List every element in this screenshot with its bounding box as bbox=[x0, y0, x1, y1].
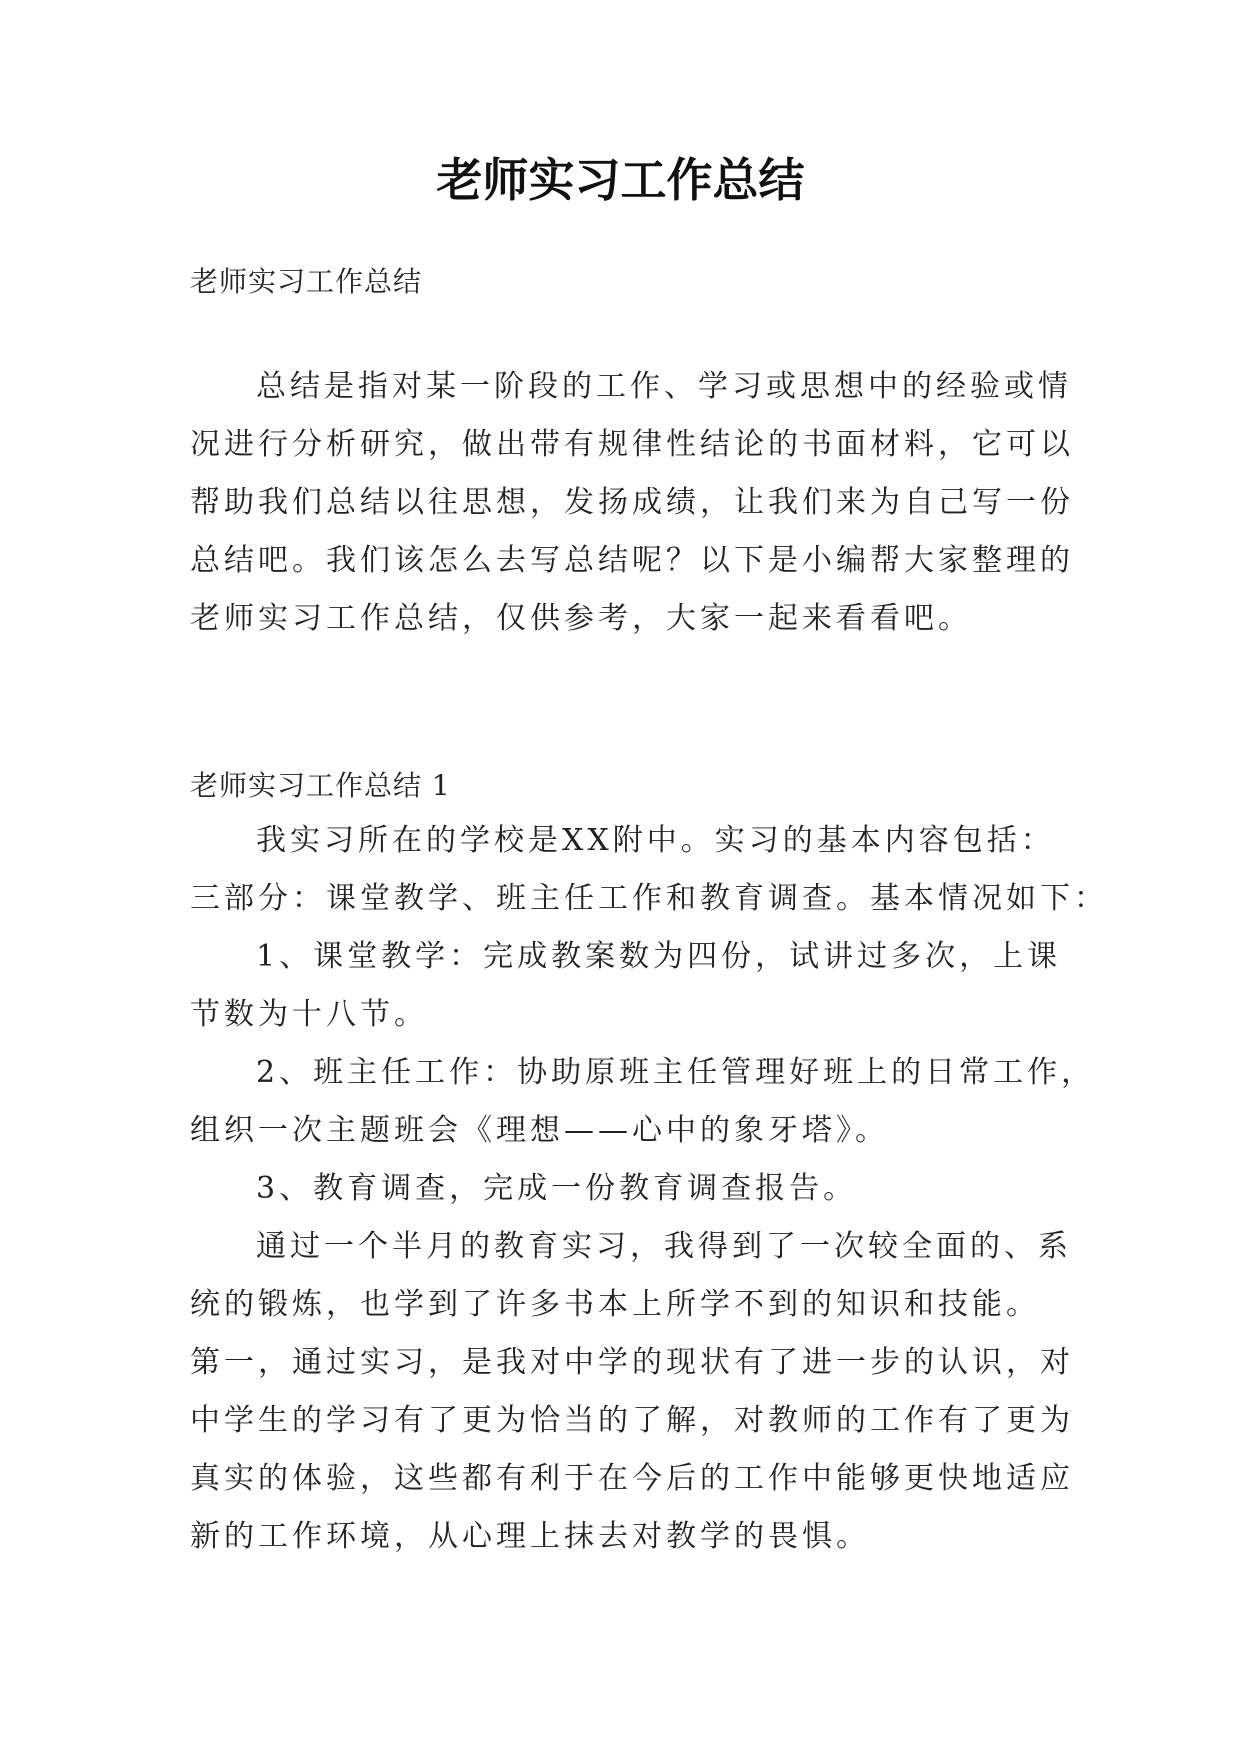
body-line: 组织一次主题班会《理想——心中的象牙塔》。 bbox=[190, 1113, 889, 1148]
body-line: 1、课堂教学：完成教案数为四份，试讲过多次，上课 bbox=[256, 939, 1062, 974]
intro-line: 总结吧。我们该怎么去写总结呢？以下是小编帮大家整理的 bbox=[190, 543, 1074, 578]
intro-line: 况进行分析研究，做出带有规律性结论的书面材料，它可以 bbox=[190, 427, 1074, 462]
body-line: 通过一个半月的教育实习，我得到了一次较全面的、系 bbox=[256, 1229, 1072, 1264]
body-line: 2、班主任工作：协助原班主任管理好班上的日常工作， bbox=[256, 1055, 1096, 1090]
intro-line: 老师实习工作总结，仅供参考，大家一起来看看吧。 bbox=[190, 601, 972, 636]
body-line: 三部分：课堂教学、班主任工作和教育调查。基本情况如下： bbox=[190, 881, 1108, 916]
body-line: 节数为十八节。 bbox=[190, 997, 428, 1032]
body-line: 我实习所在的学校是XX附中。实习的基本内容包括： bbox=[256, 823, 1055, 858]
body-line: 中学生的学习有了更为恰当的了解，对教师的工作有了更为 bbox=[190, 1403, 1074, 1438]
intro-paragraph bbox=[190, 358, 1074, 648]
section-1-body bbox=[190, 812, 1108, 1566]
intro-line: 帮助我们总结以往思想，发扬成绩，让我们来为自己写一份 bbox=[190, 485, 1074, 520]
section-heading-intro: 老师实习工作总结 bbox=[190, 265, 423, 298]
intro-line: 总结是指对某一阶段的工作、学习或思想中的经验或情 bbox=[256, 369, 1072, 404]
section-heading-1: 老师实习工作总结 1 bbox=[190, 769, 451, 802]
body-line: 新的工作环境，从心理上抹去对教学的畏惧。 bbox=[190, 1519, 870, 1554]
body-line: 统的锻炼，也学到了许多书本上所学不到的知识和技能。 bbox=[190, 1287, 1040, 1322]
body-line: 3、教育调查，完成一份教育调查报告。 bbox=[256, 1171, 858, 1206]
body-line: 第一，通过实习，是我对中学的现状有了进一步的认识，对 bbox=[190, 1345, 1074, 1380]
body-line: 真实的体验，这些都有利于在今后的工作中能够更快地适应 bbox=[190, 1461, 1074, 1496]
document-title: 老师实习工作总结 bbox=[436, 153, 805, 207]
